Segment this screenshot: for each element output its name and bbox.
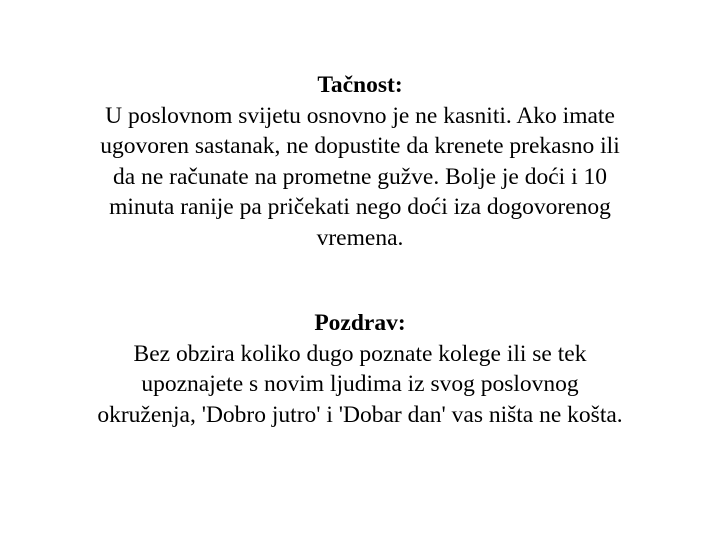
greeting-line-1: Bez obzira koliko dugo poznate kolege ili se tek [133, 340, 587, 367]
greeting-line-3: okruženja, 'Dobro jutro' i 'Dobar dan' vas ništa ne košta. [97, 401, 623, 428]
greeting-line-2: upoznajete s novim ljudima iz svog poslovnog [141, 371, 579, 397]
punctuality-line-5: vremena. [316, 224, 404, 251]
greeting-heading: Pozdrav: [314, 310, 406, 336]
punctuality-line-3: da ne računate na prometne gužve. Bolje je doći i 10 [113, 163, 607, 190]
greeting-section [40, 308, 680, 430]
punctuality-section [40, 70, 680, 253]
punctuality-line-2: ugovoren sastanak, ne dopustite da krenete prekasno ili [100, 133, 620, 159]
punctuality-heading: Tačnost: [317, 72, 403, 98]
punctuality-line-4: minuta ranije pa pričekati nego doći iza dogovorenog [109, 194, 611, 220]
punctuality-line-1: U poslovnom svijetu osnovno je ne kasniti. Ako imate [105, 102, 615, 129]
